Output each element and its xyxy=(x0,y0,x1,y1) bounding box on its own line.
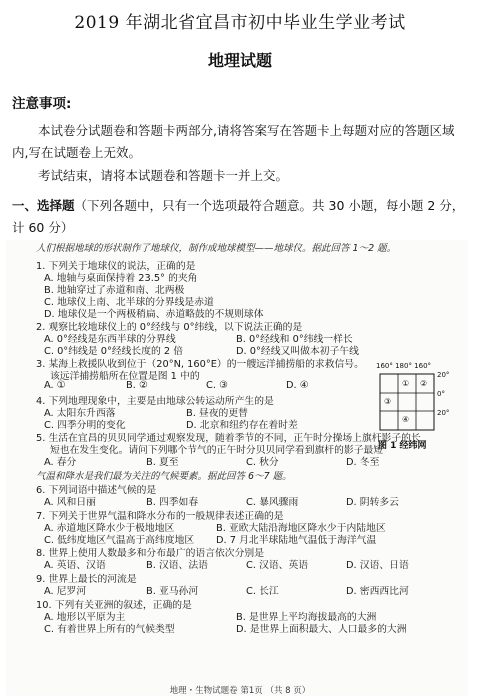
q2-option-a: A. 0°经线是东西半球的分界线 xyxy=(44,334,176,345)
fig-lat-label-1: 20° xyxy=(437,371,450,379)
section-header xyxy=(12,195,472,239)
page-footer: 地理・生物试题卷 第1页 （共 8 页） xyxy=(169,686,311,696)
question-2: 2. 观察比较地球仪上的 0°经线与 0°纬线，以下说法正确的是 xyxy=(36,322,303,333)
fig-lat-label-3: 20° xyxy=(437,409,450,417)
q2-option-c: C. 0°纬线是 0°经线长度的 2 倍 xyxy=(44,346,184,357)
q5-option-d: D. 冬至 xyxy=(346,457,380,468)
q5-option-a: A. 春分 xyxy=(44,457,77,468)
q5-option-b: B. 夏至 xyxy=(146,457,179,468)
fig-marker-1: ① xyxy=(402,379,410,388)
scanned-exam-area xyxy=(6,240,468,696)
fig-lat-label-2: 0° xyxy=(437,390,445,398)
question-6: 6. 下列词语中描述气候的是 xyxy=(36,485,157,496)
fig-top-labels: 160° 180° 160° xyxy=(376,362,432,370)
q3-option-d: D. ④ xyxy=(286,380,309,391)
q6-option-c: C. 暴风骤雨 xyxy=(246,497,299,508)
q9-option-a: A. 尼罗河 xyxy=(44,586,87,597)
q7-option-a: A. 赤道地区降水少于极地地区 xyxy=(44,523,175,534)
subject-title: 地理试题 xyxy=(207,51,272,70)
page-title: 2019 年湖北省宜昌市初中毕业生学业考试 xyxy=(74,13,406,33)
q9-option-d: D. 密西西比河 xyxy=(346,586,409,597)
q2-option-b: B. 0°经线和 0°纬线一样长 xyxy=(236,334,353,345)
question-3: 3. 某海上救援队收到位于（20°N, 160°E）的一艘远洋捕捞船的求救信号。 xyxy=(36,359,364,370)
section-desc: （下列各题中，只有一个选项最符合题意。共 30 小题，每小题 2 分，计 60 分） xyxy=(12,198,465,235)
q2-option-d: D. 0°经线又叫做本初子午线 xyxy=(236,346,359,357)
q1-option-d: D. 地球仪是一个两极稍扁、赤道略鼓的不规则球体 xyxy=(44,309,264,320)
q1-option-c: C. 地球仪上南、北半球的分界线是赤道 xyxy=(44,297,214,308)
q3-option-c: C. ③ xyxy=(206,380,228,391)
q8-option-d: D. 汉语、日语 xyxy=(346,560,409,571)
fig-marker-2: ② xyxy=(420,379,428,388)
question-10: 10. 下列有关亚洲的叙述，正确的是 xyxy=(36,600,192,611)
figure-caption: 图 1 经纬网 xyxy=(378,441,427,451)
section-label: 一、选择题 xyxy=(12,198,75,213)
q7-option-d: D. 7 月北半球陆地气温低于海洋气温 xyxy=(216,535,377,546)
question-5-cont: 短也在发生变化。请问下列哪个节气的正午时分贝贝同学看到旗杆的影子最短 xyxy=(50,445,384,456)
fig-marker-4: ④ xyxy=(402,415,410,424)
q6-option-b: B. 四季如春 xyxy=(146,497,199,508)
question-5: 5. 生活在宜昌的贝贝同学通过观察发现，随着季节的不同，正午时分操场上旗杆影子的长 xyxy=(36,433,421,444)
question-4: 4. 下列地理现象中，主要是由地球公转运动所产生的是 xyxy=(36,396,274,407)
q6-option-d: D. 阴转多云 xyxy=(346,497,399,508)
q3-option-b: B. ② xyxy=(126,380,148,391)
question-1: 1. 下列关于地球仪的说法，正确的是 xyxy=(36,261,196,272)
q10-option-d: D. 是世界上面积最大、人口最多的大洲 xyxy=(236,624,407,635)
question-7: 7. 下列关于世界气温和降水分布的一般规律表述正确的是 xyxy=(36,511,284,522)
q8-option-a: A. 英语、汉语 xyxy=(44,560,106,571)
q3-option-a: A. ① xyxy=(44,380,66,391)
q4-option-b: B. 昼夜的更替 xyxy=(186,408,248,419)
question-8: 8. 世界上使用人数最多和分布最广的语言依次分别是 xyxy=(36,548,264,559)
q8-option-c: C. 汉语、英语 xyxy=(246,560,309,571)
q7-option-b: B. 亚欧大陆沿海地区降水少于内陆地区 xyxy=(216,523,386,534)
notice-para-1: 本试卷分试题卷和答题卡两部分,请将答案写在答题卡上每题对应的答题区域内,写在试题卷上无效。 xyxy=(12,123,455,160)
weather-intro: 气温和降水是我们最为关注的气候要素。据此回答 6～7 题。 xyxy=(36,471,292,482)
q8-option-b: B. 汉语、法语 xyxy=(146,560,208,571)
q7-option-c: C. 低纬度地区气温高于高纬度地区 xyxy=(44,535,195,546)
q9-option-b: B. 亚马孙河 xyxy=(146,586,199,597)
notice-para-2: 考试结束，请将本试题卷和答题卡一并上交。 xyxy=(38,168,289,183)
q10-option-c: C. 有着世界上所有的气候类型 xyxy=(44,624,175,635)
q5-option-c: C. 秋分 xyxy=(246,457,279,468)
q6-option-a: A. 风和日丽 xyxy=(44,497,96,508)
question-3-cont: 该远洋捕捞船所在位置是图 1 中的 xyxy=(50,371,200,382)
q1-option-b: B. 地轴穿过了赤道和南、北两极 xyxy=(44,285,185,296)
q10-option-b: B. 是世界上平均海拔最高的大洲 xyxy=(236,612,377,623)
q4-option-c: C. 四季分明的变化 xyxy=(44,420,126,431)
q1-option-a: A. 地轴与桌面保持着 23.5° 的夹角 xyxy=(44,273,198,284)
q9-option-c: C. 长江 xyxy=(246,586,279,597)
q4-option-d: D. 北京和纽约存在着时差 xyxy=(186,420,298,431)
q4-option-a: A. 太阳东升西落 xyxy=(44,408,116,419)
notice-heading: 注意事项: xyxy=(12,96,72,112)
q10-option-a: A. 地形以平原为主 xyxy=(44,612,126,623)
question-9: 9. 世界上最长的河流是 xyxy=(36,574,137,585)
scan-intro: 人们根据地球的形状制作了地球仪，制作成地球模型——地球仪。据此回答 1～2 题。 xyxy=(36,243,397,254)
fig-marker-3: ③ xyxy=(384,397,392,406)
